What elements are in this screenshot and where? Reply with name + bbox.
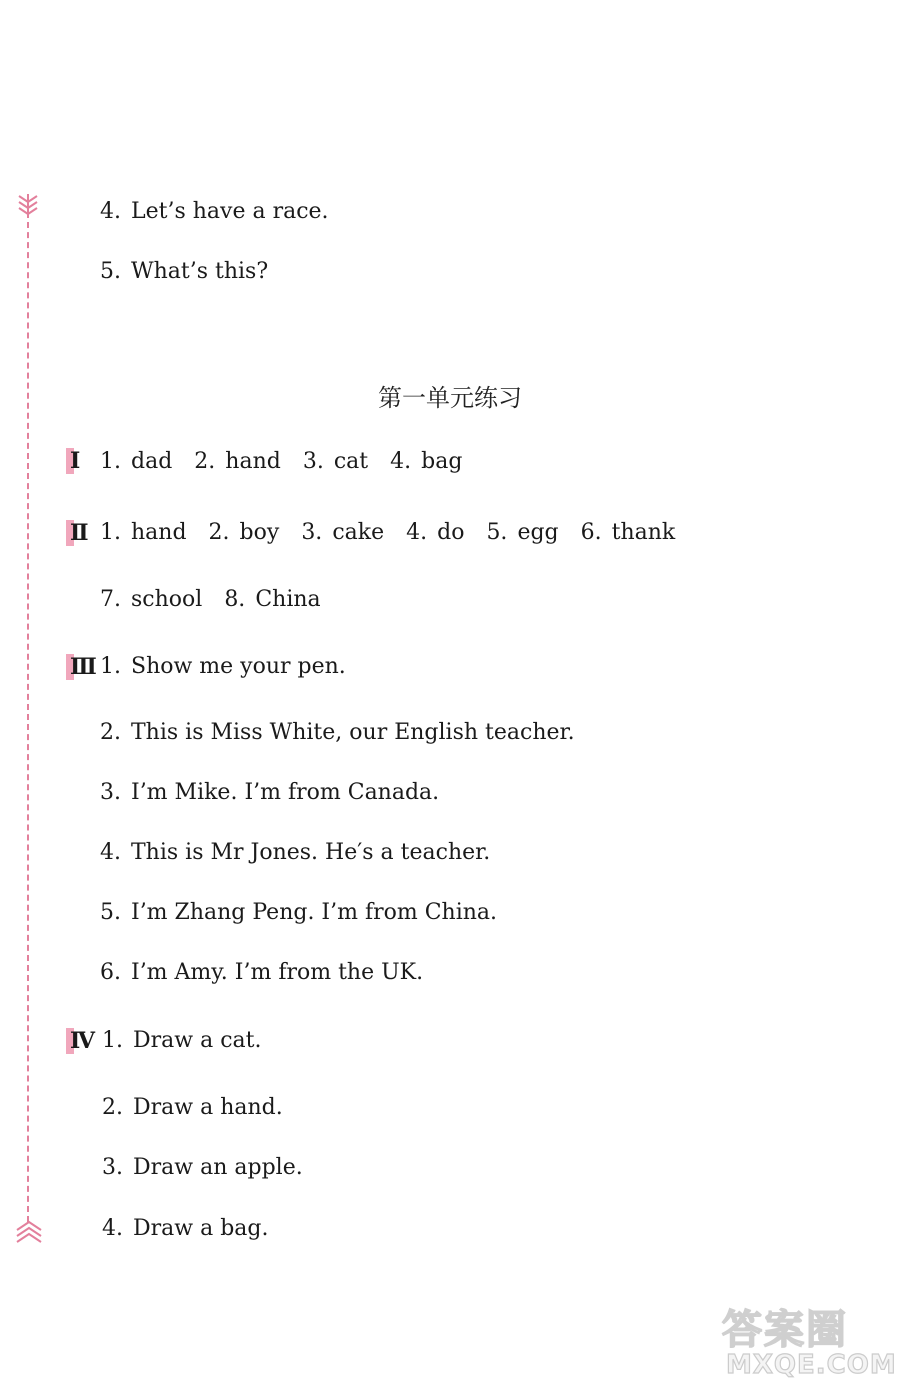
item-text: Draw a hand. — [133, 1095, 283, 1120]
section-title: 第一单元练习 — [378, 384, 522, 412]
item-number: 4. — [100, 199, 121, 224]
watermark — [722, 1298, 897, 1384]
item-number: 4. — [100, 840, 121, 865]
item-text: I’m Amy. I’m from the UK. — [131, 960, 424, 985]
item-text: Draw an apple. — [133, 1155, 303, 1180]
item-number: 3. — [100, 780, 121, 805]
item-text: Show me your pen. — [131, 654, 346, 679]
margin-dashed-line — [27, 212, 29, 1222]
item-text: Draw a cat. — [133, 1028, 262, 1053]
answer-line — [100, 259, 268, 285]
part-label-3: Ⅲ — [66, 654, 99, 680]
item-text: What’s this? — [131, 259, 269, 284]
answer-line — [100, 199, 329, 225]
list-item: 2. hand — [194, 449, 281, 474]
answer-line — [100, 654, 346, 680]
list-item: 7. school — [100, 587, 203, 612]
item-number: 1. — [100, 654, 121, 679]
item-number: 6. — [100, 960, 121, 985]
arrow-head-icon — [15, 1220, 43, 1244]
item-number: 4. — [102, 1216, 123, 1241]
part1-row — [100, 449, 484, 475]
item-number: 1. — [102, 1028, 123, 1053]
answer-line — [100, 780, 439, 806]
list-item: 4. do — [406, 520, 465, 545]
part-label-2: Ⅱ — [66, 520, 91, 546]
item-text: Draw a bag. — [133, 1216, 269, 1241]
item-text: This is Mr Jones. He′s a teacher. — [131, 840, 491, 865]
item-number: 5. — [100, 900, 121, 925]
part2-row-2 — [100, 587, 343, 613]
list-item: 1. dad — [100, 449, 173, 474]
item-number: 3. — [102, 1155, 123, 1180]
watermark-url: MXQE.COM — [726, 1350, 897, 1380]
answer-line — [100, 840, 490, 866]
list-item: 8. China — [224, 587, 321, 612]
item-number: 2. — [100, 720, 121, 745]
watermark-logo-text: 答案圈 — [722, 1307, 848, 1353]
part-label-1: Ⅰ — [66, 448, 82, 474]
list-item: 4. bag — [390, 449, 463, 474]
list-item: 6. thank — [580, 520, 676, 545]
item-text: I’m Mike. I’m from Canada. — [131, 780, 440, 805]
part2-row-1 — [100, 520, 697, 546]
item-text: Let’s have a race. — [131, 199, 329, 224]
item-text: This is Miss White, our English teacher. — [131, 720, 575, 745]
item-number: 2. — [102, 1095, 123, 1120]
answer-line — [102, 1216, 268, 1242]
answer-line — [100, 720, 575, 746]
answer-line — [100, 900, 497, 926]
item-number: 5. — [100, 259, 121, 284]
answer-line — [100, 960, 423, 986]
answer-line — [102, 1095, 283, 1121]
list-item: 3. cake — [301, 520, 385, 545]
part-label-4: Ⅳ — [66, 1028, 97, 1054]
list-item: 5. egg — [486, 520, 559, 545]
item-text: I’m Zhang Peng. I’m from China. — [131, 900, 498, 925]
list-item: 2. boy — [208, 520, 280, 545]
answer-line — [102, 1028, 261, 1054]
list-item: 3. cat — [302, 449, 369, 474]
answer-line — [102, 1155, 303, 1181]
list-item: 1. hand — [100, 520, 187, 545]
